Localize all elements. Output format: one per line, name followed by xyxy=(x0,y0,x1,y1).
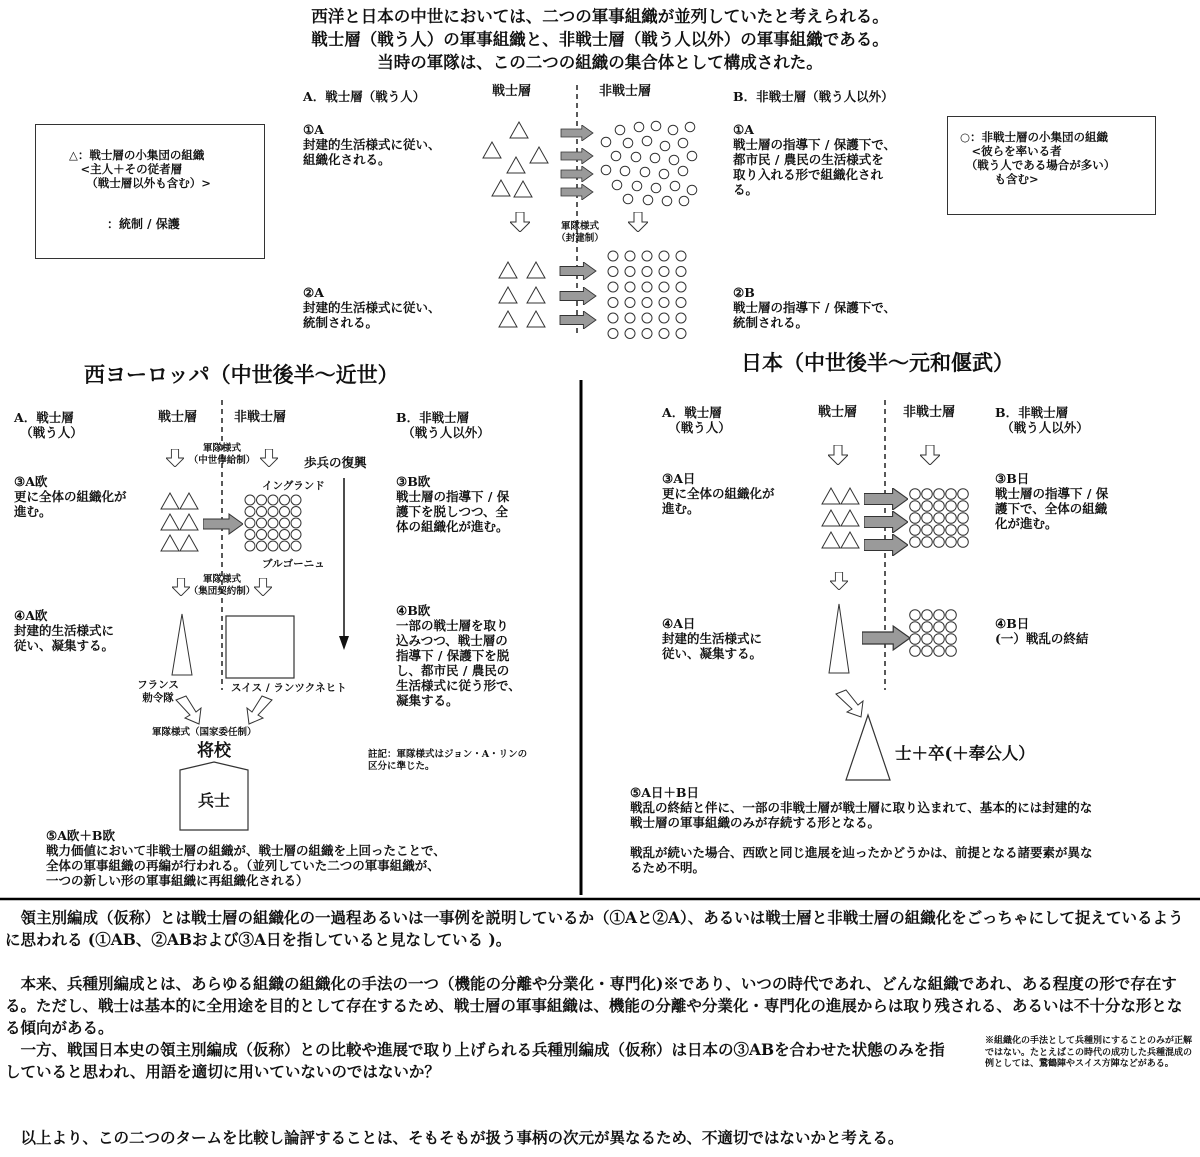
circle-mark xyxy=(612,180,622,190)
top-circles-2 xyxy=(608,251,686,339)
circle-mark xyxy=(245,495,255,505)
circle-mark xyxy=(268,507,278,517)
circle-mark xyxy=(608,313,618,323)
japan-circle-grid-2 xyxy=(910,610,957,657)
circle-mark xyxy=(659,169,669,179)
circle-mark xyxy=(910,525,921,536)
circle-mark xyxy=(642,329,652,339)
circle-mark xyxy=(946,610,957,621)
circle-mark xyxy=(910,513,921,524)
circle-mark xyxy=(676,329,686,339)
japan-col-nonwarrior: 非戦士層 xyxy=(903,405,956,420)
circle-mark xyxy=(280,530,290,540)
circle-mark xyxy=(910,537,921,548)
circle-mark xyxy=(670,181,680,191)
circle-mark xyxy=(922,501,933,512)
circle-mark xyxy=(268,530,278,540)
circle-mark xyxy=(910,622,921,633)
legend-arrow-text: ：統制 / 保護 xyxy=(107,217,180,231)
body-paragraph-2: 本来、兵種別編成とは、あらゆる組織の組織化の手法の一つ（機能の分離や分業化・専門化)※であり、いつの時代であれ、どんな組織であれ、ある程度の形で存在する。ただし、戦士は基本的に全用途を目的として存在するため、戦士層の軍事組織は、機能の分離や分業化・専門化の進展からは取り残される、あるいは不十分な形となる傾向がある。 xyxy=(5,974,1183,1037)
europe-ab5-text: ⑤A欧＋B欧 戦力価値において非戦士層の組織が、戦士層の組織を上回ったことで、 全体の軍事組織の再編が行われる。（並列していた二つの軍事組織が、 一つの新しい形の軍事組織に再組織化される） xyxy=(46,828,446,888)
circle-mark xyxy=(910,634,921,645)
circle-mark xyxy=(910,501,921,512)
circle-mark xyxy=(676,251,686,261)
soldier-label: 兵士 xyxy=(197,791,230,810)
circle-mark xyxy=(608,298,618,308)
legend-circle-text: ○：非戦士層の小集団の組織 <彼らを率いる者 （戦う人である場合が多い） も含む> xyxy=(960,130,1116,186)
circle-mark xyxy=(245,530,255,540)
circle-mark xyxy=(679,196,689,206)
circle-mark xyxy=(922,622,933,633)
circle-mark xyxy=(640,167,650,177)
europe-infantry-label: 歩兵の復興 xyxy=(304,455,367,470)
top-col-warrior: 戦士層 xyxy=(492,84,532,99)
japan-b4-text: ④B日 (一）戦乱の終結 xyxy=(995,616,1089,646)
circle-mark xyxy=(651,121,661,131)
top-b1-text: ①A 戦士層の指導下 / 保護下で、 都市民 / 農民の生活様式を 取り入れる形で組織化され る。 xyxy=(733,122,897,197)
circle-mark xyxy=(291,541,301,551)
circle-mark xyxy=(291,495,301,505)
circle-mark xyxy=(934,513,945,524)
circle-mark xyxy=(676,282,686,292)
circle-mark xyxy=(934,489,945,500)
europe-b3-text: ③B欧 戦士層の指導下 / 保 護下を脱しつつ、全 体の組織化が進む。 xyxy=(396,474,510,534)
top-circles-1 xyxy=(601,121,697,206)
circle-mark xyxy=(678,166,688,176)
circle-mark xyxy=(946,525,957,536)
europe-mil-style-3: 軍隊様式（国家委任制） xyxy=(152,727,257,738)
circle-mark xyxy=(946,501,957,512)
top-b2-text: ②B 戦士層の指導下 / 保護下で、 統制される。 xyxy=(733,285,897,330)
top-a2-text: ②A 封建的生活様式に従い、 統制される。 xyxy=(303,285,441,330)
europe-a4-text: ④A欧 封建的生活様式に 従い、凝集する。 xyxy=(14,608,115,653)
circle-mark xyxy=(922,610,933,621)
circle-mark xyxy=(642,282,652,292)
top-b-heading: B．非戦士層（戦う人以外） xyxy=(733,89,894,104)
circle-mark xyxy=(910,646,921,657)
europe-b4-text: ④B欧 一部の戦士層を取り 込みつつ、戦士層の 指導下 / 保護下を脱 し、都市民 / 農民の 生活様式に従う形で、 凝集する。 xyxy=(396,603,521,708)
circle-mark xyxy=(291,530,301,540)
top-col-nonwarrior: 非戦士層 xyxy=(599,84,652,99)
circle-mark xyxy=(946,646,957,657)
circle-mark xyxy=(934,525,945,536)
circle-mark xyxy=(676,267,686,277)
circle-mark xyxy=(280,507,290,517)
circle-mark xyxy=(608,282,618,292)
japan-samurai-label: 士＋卒(＋奉公人） xyxy=(895,744,1035,763)
circle-mark xyxy=(601,137,611,147)
circle-mark xyxy=(934,501,945,512)
japan-a4-text: ④A日 封建的生活様式に 従い、凝集する。 xyxy=(662,616,763,661)
circle-mark xyxy=(687,185,697,195)
circle-mark xyxy=(687,151,697,161)
circle-mark xyxy=(659,267,669,277)
circle-mark xyxy=(634,122,644,132)
legend-left-box xyxy=(35,124,265,259)
japan-ab5-text: ⑤A日＋B日 戦乱の終結と伴に、一部の非戦士層が戦士層に取り込まれて、基本的には封建的な 戦士層の軍事組織のみが存続する形となる。 戦乱が続いた場合、西欧と同じ進展を辿ったかどうかは、前提となる諸要素が異な るため不明。 xyxy=(630,785,1093,875)
circle-mark xyxy=(922,489,933,500)
top-a-heading: A．戦士層（戦う人） xyxy=(303,89,426,104)
europe-france-label: フランス 勅令隊 xyxy=(137,679,179,704)
circle-mark xyxy=(623,194,633,204)
europe-b-heading: B．非戦士層 （戦う人以外） xyxy=(396,410,490,440)
circle-mark xyxy=(268,495,278,505)
circle-mark xyxy=(611,151,621,161)
japan-b3-text: ③B日 戦士層の指導下 / 保 護下で、全体の組織 化が進む。 xyxy=(995,471,1109,531)
top-triangles-2 xyxy=(499,262,545,327)
circle-mark xyxy=(676,313,686,323)
circle-mark xyxy=(257,541,267,551)
circle-mark xyxy=(268,518,278,528)
circle-mark xyxy=(608,329,618,339)
circle-mark xyxy=(922,537,933,548)
circle-mark xyxy=(642,313,652,323)
circle-mark xyxy=(651,183,661,193)
circle-mark xyxy=(615,125,625,135)
footnote: ※組織化の手法として兵種別にすることのみが正解ではない。たとえばこの時代の成功した兵種混成の例としては、鵞鶴陣やスイス方陣などがある。 xyxy=(985,1036,1193,1069)
japan-col-warrior: 戦士層 xyxy=(818,405,858,420)
circle-mark xyxy=(922,525,933,536)
japan-triangles xyxy=(822,488,859,548)
japan-circle-grid-1 xyxy=(910,489,969,548)
circle-mark xyxy=(280,541,290,551)
body-paragraph-1: 領主別編成（仮称）とは戦士層の組織化の一過程あるいは一事例を説明しているか（①Aと②A）、あるいは戦士層と非戦士層の組織化をごっちゃにして捉えているように思われる (①AB、②ABおよび③A日を指していると見なしている )。 xyxy=(5,908,1184,949)
circle-mark xyxy=(625,298,635,308)
circle-mark xyxy=(958,513,969,524)
europe-a3-text: ③A欧 更に全体の組織化が 進む。 xyxy=(14,474,127,519)
circle-mark xyxy=(922,634,933,645)
circle-mark xyxy=(291,518,301,528)
europe-circle-grid xyxy=(245,495,301,551)
circle-mark xyxy=(608,267,618,277)
circle-mark xyxy=(659,298,669,308)
circle-mark xyxy=(934,610,945,621)
circle-mark xyxy=(643,195,653,205)
europe-mil-style-2: 軍隊様式 （集団契約制） xyxy=(188,574,256,597)
circle-mark xyxy=(608,251,618,261)
circle-mark xyxy=(659,251,669,261)
circle-mark xyxy=(642,136,652,146)
europe-burgundy-label: ブルゴーニュ xyxy=(262,558,325,570)
circle-mark xyxy=(660,141,670,151)
japan-a3-text: ③A日 更に全体の組織化が 進む。 xyxy=(662,471,775,516)
europe-swiss-label: スイス / ランツクネヒト xyxy=(231,682,347,694)
top-a1-text: ①A 封建的生活様式に従い、 組織化される。 xyxy=(303,122,441,167)
circle-mark xyxy=(946,634,957,645)
circle-mark xyxy=(946,537,957,548)
circle-mark xyxy=(257,530,267,540)
circle-mark xyxy=(601,165,611,175)
circle-mark xyxy=(650,153,660,163)
circle-mark xyxy=(620,166,630,176)
circle-mark xyxy=(958,489,969,500)
circle-mark xyxy=(642,251,652,261)
europe-note: 註記：軍隊様式はジョン・A・リンの 区分に準じた。 xyxy=(368,749,528,772)
header-line-3: 当時の軍隊は、この二つの組織の集合体として構成された。 xyxy=(377,53,823,72)
europe-col-nonwarrior: 非戦士層 xyxy=(234,410,287,425)
header-line-2: 戦士層（戦う人）の軍事組織と、非戦士層（戦う人以外）の軍事組織である。 xyxy=(311,30,889,49)
legend-right-box xyxy=(947,116,1156,215)
circle-mark xyxy=(257,507,267,517)
europe-title: 西ヨーロッパ（中世後半〜近世） xyxy=(84,362,399,387)
japan-b-heading: B．非戦士層 （戦う人以外） xyxy=(995,405,1089,435)
circle-mark xyxy=(659,282,669,292)
header-line-1: 西洋と日本の中世においては、二つの軍事組織が並列していたと考えられる。 xyxy=(311,7,889,26)
circle-mark xyxy=(268,541,278,551)
circle-mark xyxy=(678,138,688,148)
circle-mark xyxy=(623,138,633,148)
circle-mark xyxy=(662,196,672,206)
top-triangles-1 xyxy=(483,122,548,197)
circle-mark xyxy=(245,518,255,528)
circle-mark xyxy=(291,507,301,517)
circle-mark xyxy=(659,313,669,323)
body-paragraph-3: 一方、戦国日本史の領主別編成（仮称）との比較や進展で取り上げられる兵種別編成（仮称）は日本の③ABを合わせた状態のみを指していると思われ、用語を適切に用いていないのではないか？ xyxy=(5,1040,945,1081)
circle-mark xyxy=(958,501,969,512)
circle-mark xyxy=(631,152,641,162)
circle-mark xyxy=(625,313,635,323)
circle-mark xyxy=(910,610,921,621)
japan-a-heading: A．戦士層 （戦う人） xyxy=(662,405,731,435)
circle-mark xyxy=(625,251,635,261)
circle-mark xyxy=(642,298,652,308)
circle-mark xyxy=(934,646,945,657)
circle-mark xyxy=(958,537,969,548)
circle-mark xyxy=(669,155,679,165)
circle-mark xyxy=(958,525,969,536)
circle-mark xyxy=(922,646,933,657)
circle-mark xyxy=(668,125,678,135)
circle-mark xyxy=(280,495,290,505)
circle-mark xyxy=(625,282,635,292)
circle-mark xyxy=(257,518,267,528)
japan-title: 日本（中世後半〜元和偃武） xyxy=(741,350,1014,375)
europe-mil-style-1: 軍隊様式 （中世俸給制） xyxy=(188,443,256,466)
circle-mark xyxy=(632,181,642,191)
circle-mark xyxy=(245,541,255,551)
circle-mark xyxy=(280,518,290,528)
legend-triangle-text: △：戦士層の小集団の組織 <主人＋その従者層 （戦士層以外も含む）> xyxy=(69,148,211,190)
circle-mark xyxy=(946,622,957,633)
top-mid-label: 軍隊様式 （封建制） xyxy=(556,221,604,244)
circle-mark xyxy=(910,489,921,500)
circle-mark xyxy=(625,329,635,339)
circle-mark xyxy=(922,513,933,524)
circle-mark xyxy=(934,634,945,645)
circle-mark xyxy=(946,513,957,524)
europe-col-warrior: 戦士層 xyxy=(158,410,198,425)
europe-a-heading: A．戦士層 （戦う人） xyxy=(14,410,83,440)
circle-mark xyxy=(245,507,255,517)
circle-mark xyxy=(676,298,686,308)
circle-mark xyxy=(625,267,635,277)
circle-mark xyxy=(642,267,652,277)
circle-mark xyxy=(257,495,267,505)
circle-mark xyxy=(659,329,669,339)
circle-mark xyxy=(685,122,695,132)
europe-england-label: イングランド xyxy=(262,480,325,492)
europe-triangles xyxy=(161,493,198,551)
body-paragraph-4: 以上より、この二つのタームを比較し論評することは、そもそもが扱う事柄の次元が異なるため、不適切ではないかと考える。 xyxy=(5,1128,904,1147)
circle-mark xyxy=(934,622,945,633)
officer-label: 将校 xyxy=(197,741,231,761)
circle-mark xyxy=(934,537,945,548)
circle-mark xyxy=(946,489,957,500)
